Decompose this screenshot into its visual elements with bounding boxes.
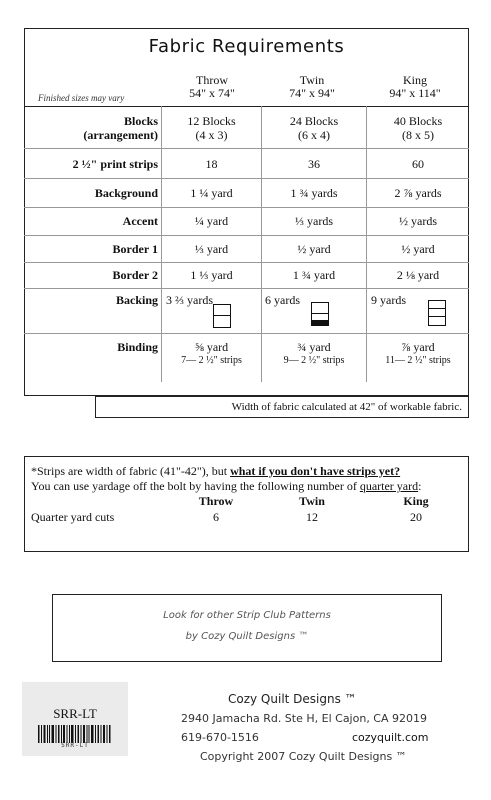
company-address: 2940 Jamacha Rd. Ste H, El Cajon, CA 92019 [181,712,428,725]
strips-note-line-2 [31,479,421,493]
cell-subvalue: 9— 2 ½" strips [283,355,345,366]
row-label-accent: Accent [122,214,158,228]
column-size: 94" x 114" [389,86,441,100]
cell-value: 24 Blocks [289,114,339,128]
row-divider [24,178,469,179]
cell-binding-king [367,340,469,368]
quarter-yard-value-twin: 12 [306,510,318,524]
cell-subvalue: 7— 2 ½" strips [181,355,242,366]
header-divider [24,106,469,107]
strips-note-text: : [418,479,422,493]
row-label-background: Background [94,186,158,200]
cell-value: 40 Blocks [393,114,443,128]
column-header-twin [262,74,362,100]
row-label-text: Blocks [123,114,158,128]
row-label-binding: Binding [117,340,158,354]
cell-background-twin: 1 ¾ yards [290,186,338,200]
row-divider [24,235,469,236]
cell-value: ⅞ yard [401,340,435,354]
row-divider [24,288,469,289]
quarter-yard-header-twin: Twin [299,494,325,508]
width-of-fabric-note: Width of fabric calculated at 42" of workable fabric. [95,396,469,418]
strips-note-emphasis: what if you don't have strips yet? [230,464,401,478]
cell-print-strips-throw: 18 [205,157,218,171]
cell-border2-throw: 1 ⅓ yard [190,268,233,282]
column-name: King [403,73,427,87]
row-label-backing: Backing [115,293,158,307]
company-phone: 619-670-1516 [181,731,259,744]
cell-subvalue: (6 x 4) [298,128,330,142]
cell-background-king: 2 ⅞ yards [394,186,442,200]
column-name: Throw [196,73,228,87]
cell-blocks-throw [162,114,261,142]
page-title: Fabric Requirements [148,36,345,57]
cell-border2-king: 2 ⅛ yard [396,268,440,282]
finished-sizes-note: Finished sizes may vary [38,93,125,103]
copyright-notice: Copyright 2007 Cozy Quilt Designs ™ [200,750,407,763]
cell-subvalue: 11— 2 ½" strips [385,355,451,366]
row-label-border-2: Border 2 [112,268,158,282]
quarter-yard-header-king: King [403,494,429,508]
column-size: 54" x 74" [189,86,235,100]
cell-border1-throw: ⅓ yard [194,242,229,256]
cell-subvalue: (8 x 5) [402,128,434,142]
backing-layout-icon [213,304,231,328]
cell-print-strips-king: 60 [412,157,424,171]
column-name: Twin [299,73,325,87]
cell-print-strips-twin: 36 [308,157,320,171]
company-name: Cozy Quilt Designs ™ [228,692,357,706]
row-divider [24,207,469,208]
quarter-yard-header-throw: Throw [198,494,234,508]
sku-code: SRR-LT [53,706,97,721]
cell-accent-king: ½ yards [399,214,437,228]
row-label-print-strips: 2 ½" print strips [72,157,158,171]
cell-border1-twin: ½ yard [297,242,331,256]
cell-blocks-twin [262,114,366,142]
row-label-border-1: Border 1 [112,242,158,256]
quarter-yard-row-label: Quarter yard cuts [31,510,115,524]
strips-note-text: You can use yardage off the bolt by having the following number of [31,479,360,493]
cell-backing-king: 9 yards [371,293,406,307]
row-divider [24,148,469,149]
strips-note-emphasis: quarter yard [359,479,419,493]
cell-backing-throw: 3 ⅔ yards [166,293,213,307]
quarter-yard-value-king: 20 [410,510,422,524]
cell-accent-twin: ⅓ yards [295,214,333,228]
barcode-digits: SRR-LT [61,742,89,749]
strips-note-text: *Strips are width of fabric (41"-42"), but [31,464,231,478]
cell-value: ¾ yard [297,340,331,354]
row-label-blocks [30,114,158,142]
company-website-link[interactable]: cozyquilt.com [352,731,429,744]
cell-subvalue: (4 x 3) [195,128,228,142]
row-divider [24,333,469,334]
patterns-line-1: Look for other Strip Club Patterns [163,610,331,621]
barcode-icon [38,725,112,743]
cell-binding-twin [262,340,366,368]
backing-layout-icon [428,300,446,326]
cell-border2-twin: 1 ¾ yard [292,268,336,282]
column-header-throw [162,74,262,100]
cell-accent-throw: ¼ yard [194,214,229,228]
cell-blocks-king [367,114,469,142]
column-header-king [365,74,465,100]
backing-layout-icon [311,302,329,326]
row-divider [24,262,469,263]
strips-note-line-1 [31,464,400,478]
row-label-subtext: (arrangement) [83,128,158,142]
cell-binding-throw [162,340,261,368]
quarter-yard-value-throw: 6 [213,510,219,524]
other-patterns-box [52,594,442,662]
cell-border1-king: ½ yard [401,242,435,256]
column-size: 74" x 94" [289,86,335,100]
cell-background-throw: 1 ¼ yard [190,186,233,200]
cell-backing-twin: 6 yards [265,293,300,307]
patterns-line-2: by Cozy Quilt Designs ™ [185,631,309,642]
cell-value: 12 Blocks [187,114,236,128]
cell-value: ⅝ yard [194,340,229,354]
